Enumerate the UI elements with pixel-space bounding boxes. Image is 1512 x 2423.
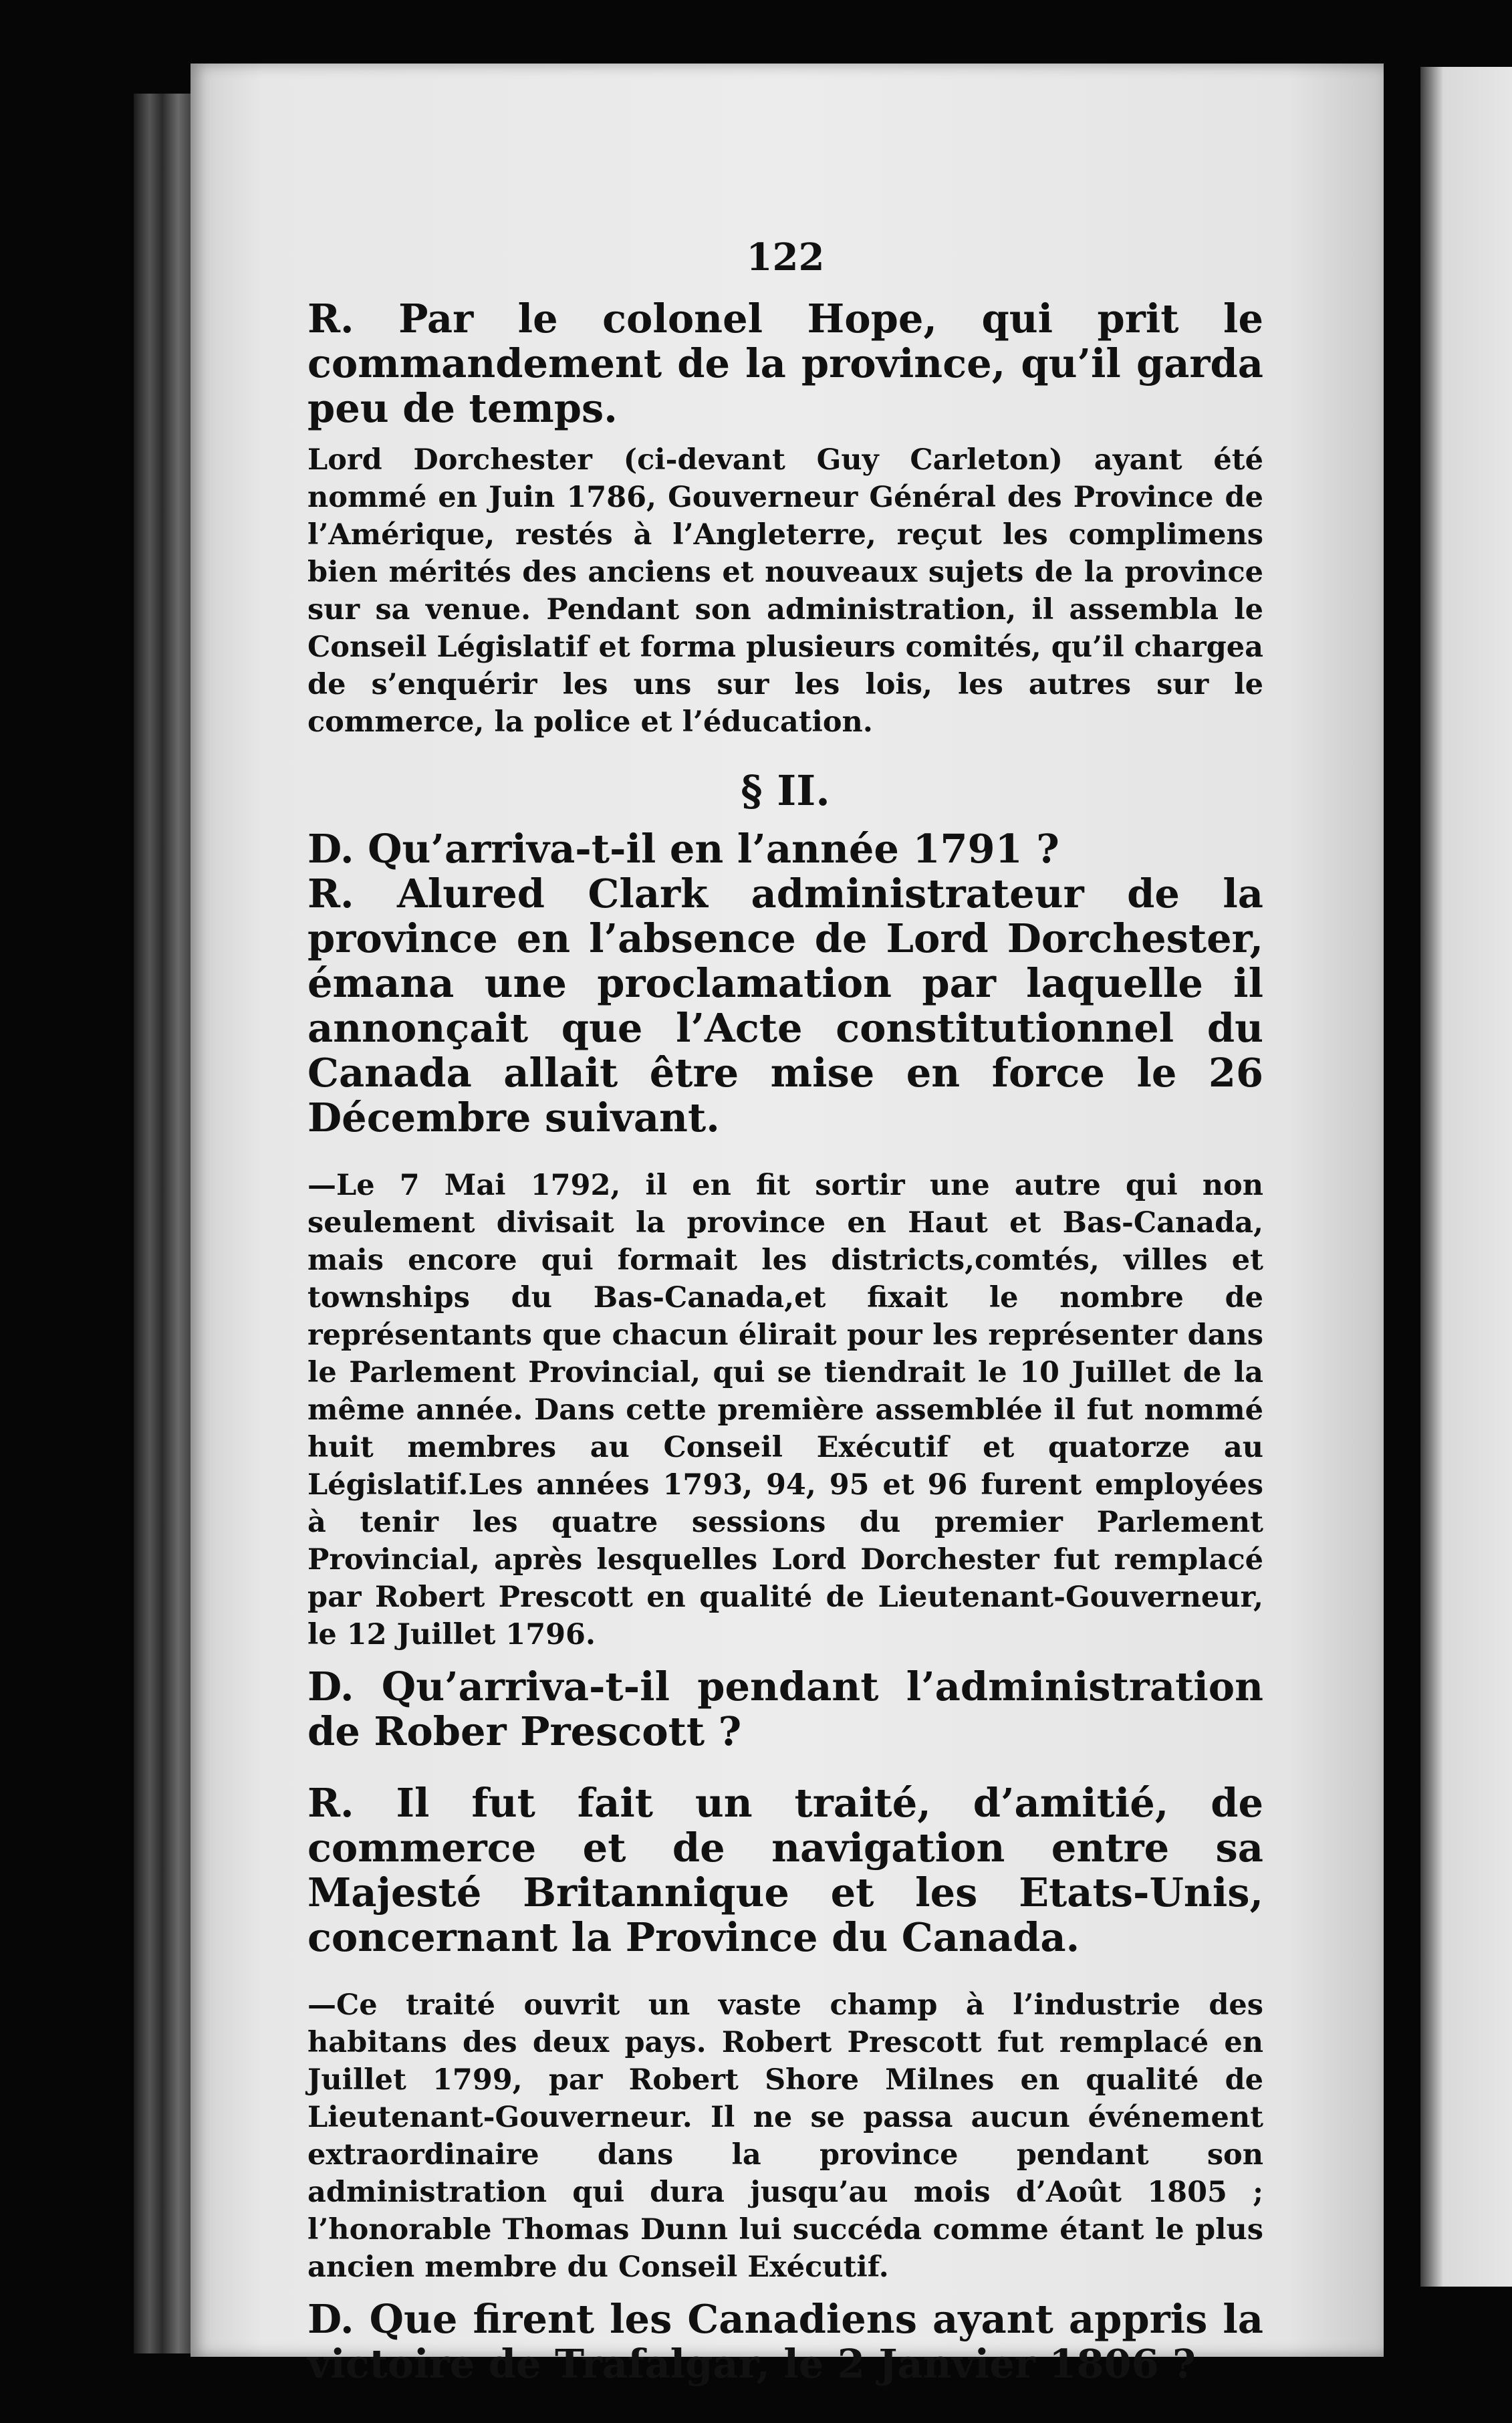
paragraph-dorchester: Lord Dorchester (ci-devant Guy Carleton) ayant été nommé en Juin 1786, Gouverneur Général des Province de l’Amérique, restés à l’Angleterre, reçut les complimens bien mérités des anciens et nouveaux sujets de la province sur sa venue. Pendant son administration, il assembla le Conseil Législatif et forma plusieurs comités, qu’il chargea de s’enquérir les uns sur les lois, les autres sur le commerce, la police et l’éducation. bbox=[307, 443, 1263, 739]
adjacent-page-edge bbox=[1420, 67, 1512, 2287]
answer-hope: R. Par le colonel Hope, qui prit le commandement de la province, qu’il garda peu de temps. bbox=[307, 296, 1263, 431]
book-page bbox=[191, 64, 1384, 2387]
page-text bbox=[307, 231, 1263, 2386]
paragraph-treaty: —Ce traité ouvrit un vaste champ à l’industrie des habitans des deux pays. Robert Prescott fut remplacé en Juillet 1799, par Robert Shore Milnes en qualité de Lieutenant-Gouverneur. Il ne se passa aucun événement extraordinaire dans la province pendant son administration qui dura jusqu’au mois d’Août 1805 ; l’honorable Thomas Dunn lui succéda comme étant le plus ancien membre du Conseil Exécutif. bbox=[307, 1988, 1263, 2284]
book-spine-edge bbox=[134, 94, 197, 2353]
question-1791: D. Qu’arriva-t-il en l’année 1791 ? bbox=[307, 826, 1059, 872]
section-heading: § II. bbox=[741, 766, 830, 815]
question-prescott: D. Qu’arriva-t-il pendant l’administration de Rober Prescott ? bbox=[307, 1663, 1263, 1754]
answer-1791: R. Alured Clark administrateur de la province en l’absence de Lord Dorchester, émana une proclamation par laquelle il annonçait que l’Acte constitutionnel du Canada allait être mise en force le 26 Décembre suivant. bbox=[307, 871, 1263, 1141]
question-trafalgar: D. Que firent les Canadiens ayant appris la victoire de Trafalgar, le 2 Janvier 1806 ? bbox=[307, 2296, 1263, 2387]
paragraph-1792: —Le 7 Mai 1792, il en fit sortir une autre qui non seulement divisait la province en Haut et Bas-Canada, mais encore qui formait les districts,comtés, villes et townships du Bas-Canada,et fixait le nombre de représentants que chacun élirait pour les représenter dans le Parlement Provincial, qui se tiendrait le 10 Juillet de la même année. Dans cette première assemblée il fut nommé huit membres au Conseil Exécutif et quatorze au Législatif.Les années 1793, 94, 95 et 96 furent employées à tenir les quatre sessions du premier Parlement Provincial, après lesquelles Lord Dorchester fut remplacé par Robert Prescott en qualité de Lieutenant-Gouverneur, le 12 Juillet 1796. bbox=[307, 1169, 1263, 1651]
answer-treaty: R. Il fut fait un traité, d’amitié, de commerce et de navigation entre sa Majesté Britannique et les Etats-Unis, concernant la Province du Canada. bbox=[307, 1780, 1263, 1960]
page-number: 122 bbox=[746, 235, 825, 279]
